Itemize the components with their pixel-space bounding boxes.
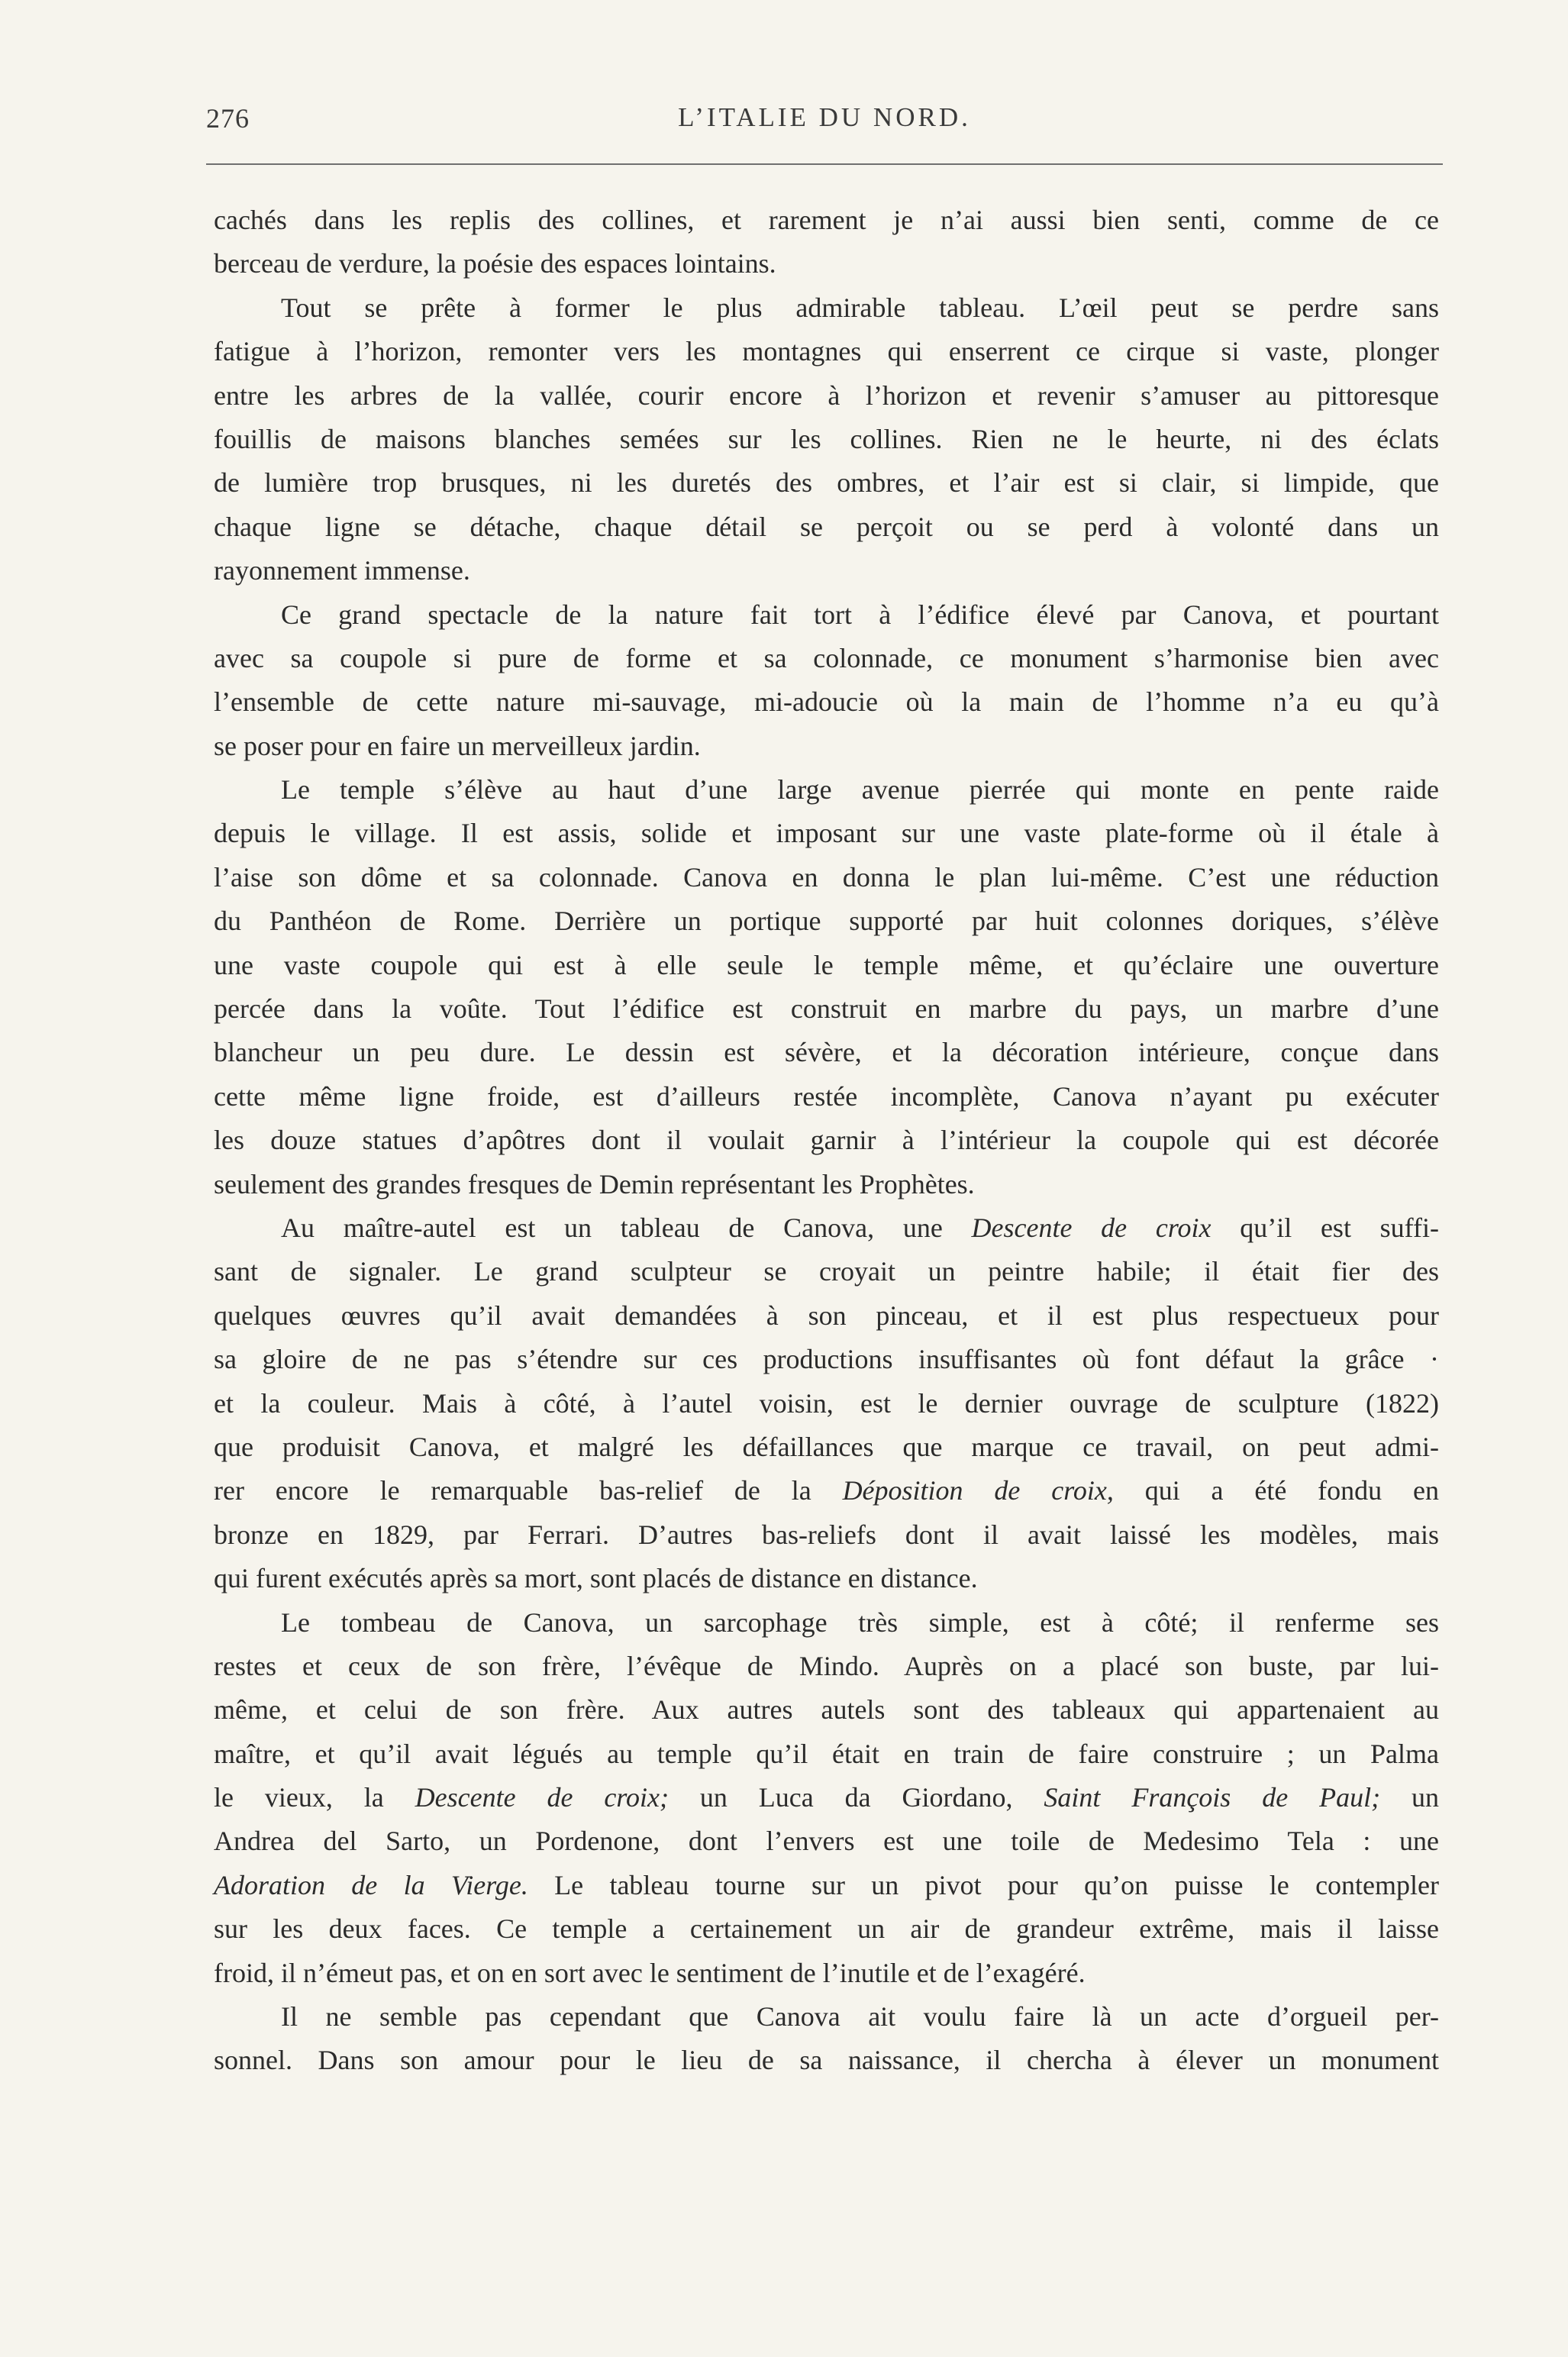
text-line (214, 549, 1439, 592)
italic-title-text: Descente de croix (971, 1212, 1211, 1243)
line-text: Il ne semble pas cependant que Canova ait voulu faire là un acte d’orgueil per- (281, 2001, 1439, 2033)
text-line (214, 944, 1439, 987)
line-text: un (1380, 1782, 1439, 1813)
text-line (214, 1119, 1439, 1162)
line-text: rayonnement immense. (214, 555, 470, 586)
line-text: l’aise son dôme et sa colonnade. Canova en donna le plan lui-même. C’est une réduction (214, 861, 1439, 893)
text-line (214, 1732, 1439, 1776)
line-text: fatigue à l’horizon, remonter vers les montagnes qui enserrent ce cirque si vaste, plonger (214, 336, 1439, 367)
text-line (214, 418, 1439, 461)
line-text: se poser pour en faire un merveilleux jardin. (214, 730, 701, 761)
text-line (214, 199, 1439, 242)
line-text: quelques œuvres qu’il avait demandées à son pinceau, et il est plus respectueux pour (214, 1300, 1439, 1331)
line-text: qu’il est suffi- (1211, 1212, 1439, 1243)
text-line (214, 2039, 1439, 2082)
line-text: blancheur un peu dure. Le dessin est sévère, et la décoration intérieure, conçue dans (214, 1037, 1439, 1068)
text-line (214, 1601, 1439, 1645)
line-text: fouillis de maisons blanches semées sur les collines. Rien ne le heurte, ni des éclats (214, 423, 1439, 454)
text-line (214, 1513, 1439, 1557)
text-line (214, 1338, 1439, 1381)
text-line (214, 1819, 1439, 1863)
line-text: le vieux, la (214, 1782, 415, 1813)
line-text: froid, il n’émeut pas, et on en sort avec le sentiment de l’inutile et de l’exagéré. (214, 1957, 1086, 1988)
text-line (214, 242, 1439, 286)
text-line (214, 1294, 1439, 1338)
line-text: sonnel. Dans son amour pour le lieu de sa naissance, il chercha à élever un monument (214, 2045, 1439, 2076)
italic-title-text: Déposition de croix, (842, 1475, 1114, 1506)
text-line (214, 505, 1439, 549)
line-text: Tout se prête à former le plus admirable tableau. L’œil peut se perdre sans (281, 292, 1439, 323)
line-text: bronze en 1829, par Ferrari. D’autres bas-reliefs dont il avait laissé les modèles, mais (214, 1519, 1439, 1550)
line-text: Au maître-autel est un tableau de Canova, une (281, 1212, 972, 1243)
text-line (214, 680, 1439, 724)
line-text: cachés dans les replis des collines, et rarement je n’ai aussi bien senti, comme de ce (214, 205, 1439, 235)
line-text: Le tombeau de Canova, un sarcophage très simple, est à côté; il renferme ses (281, 1606, 1439, 1638)
line-text: Le temple s’élève au haut d’une large avenue pierrée qui monte en pente raide (281, 774, 1439, 806)
line-text: de lumière trop brusques, ni les duretés des ombres, et l’air est si clair, si limpide, que (214, 467, 1439, 499)
line-text: Andrea del Sarto, un Pordenone, dont l’envers est une toile de Medesimo Tela : une (214, 1826, 1439, 1857)
line-text: l’ensemble de cette nature mi-sauvage, mi-adoucie où la main de l’homme n’a eu qu’à (214, 686, 1439, 718)
line-text: du Panthéon de Rome. Derrière un portique supporté par huit colonnes doriques, s’élève (214, 906, 1439, 937)
line-text: sur les deux faces. Ce temple a certainement un air de grandeur extrême, mais il laisse (214, 1913, 1439, 1945)
text-line (214, 856, 1439, 899)
text-line (214, 330, 1439, 373)
header-rule (206, 163, 1443, 165)
line-text: que produisit Canova, et malgré les défaillances que marque ce travail, on peut admi- (214, 1431, 1439, 1462)
text-line (214, 1250, 1439, 1293)
line-text: berceau de verdure, la poésie des espaces lointains. (214, 248, 776, 279)
text-line (214, 593, 1439, 637)
line-text: un Luca da Giordano, (669, 1782, 1044, 1813)
text-line (214, 899, 1439, 943)
line-text: même, et celui de son frère. Aux autres autels sont des tableaux qui appartenaient au (214, 1694, 1439, 1726)
text-line (214, 725, 1439, 768)
text-line (214, 1864, 1439, 1907)
line-text: chaque ligne se détache, chaque détail se perçoit ou se perd à volonté dans un (214, 511, 1439, 542)
text-line (214, 286, 1439, 330)
line-text: et la couleur. Mais à côté, à l’autel voisin, est le dernier ouvrage de sculpture (1822) (214, 1387, 1439, 1419)
text-line (214, 1163, 1439, 1206)
text-line (214, 812, 1439, 855)
page-header (206, 102, 1443, 148)
line-text: seulement des grandes fresques de Demin représentant les Prophètes. (214, 1168, 975, 1199)
italic-title-text: Adoration de la Vierge. (214, 1869, 528, 1900)
text-line (214, 1206, 1439, 1250)
line-text: Ce grand spectacle de la nature fait tort à l’édifice élevé par Canova, et pourtant (281, 599, 1439, 630)
body-text (214, 199, 1439, 2083)
page-number: 276 (206, 103, 250, 134)
running-title: L’ITALIE DU NORD. (678, 102, 971, 132)
text-line (214, 1075, 1439, 1119)
text-line (214, 1382, 1439, 1426)
text-line (214, 1995, 1439, 2039)
line-text: une vaste coupole qui est à elle seule le temple même, et qu’éclaire une ouverture (214, 949, 1439, 980)
text-line (214, 1557, 1439, 1600)
line-text: qui furent exécutés après sa mort, sont placés de distance en distance. (214, 1563, 978, 1594)
text-line (214, 768, 1439, 812)
text-line (214, 1645, 1439, 1688)
text-line (214, 1469, 1439, 1513)
text-line (214, 1907, 1439, 1951)
italic-title-text: Descente de croix; (415, 1782, 669, 1813)
line-text: depuis le village. Il est assis, solide et imposant sur une vaste plate-forme où il étale à (214, 818, 1439, 849)
line-text: restes et ceux de son frère, l’évêque de Mindo. Auprès on a placé son buste, par lui- (214, 1650, 1439, 1681)
line-text: entre les arbres de la vallée, courir encore à l’horizon et revenir s’amuser au pittoresque (214, 379, 1439, 411)
text-line (214, 461, 1439, 505)
text-line (214, 1776, 1439, 1819)
line-text: percée dans la voûte. Tout l’édifice est construit en marbre du pays, un marbre d’une (214, 993, 1439, 1025)
line-text: les douze statues d’apôtres dont il voulait garnir à l’intérieur la coupole qui est décorée (214, 1125, 1439, 1156)
line-text: sa gloire de ne pas s’étendre sur ces productions insuffisantes où font défaut la grâce · (214, 1344, 1439, 1375)
line-text: avec sa coupole si pure de forme et sa colonnade, ce monument s’harmonise bien avec (214, 642, 1439, 673)
text-line (214, 1952, 1439, 1995)
line-text: qui a été fondu en (1113, 1475, 1439, 1506)
text-line (214, 1688, 1439, 1732)
text-line (214, 1426, 1439, 1469)
line-text: Le tableau tourne sur un pivot pour qu’on puisse le contempler (528, 1869, 1440, 1900)
line-text: cette même ligne froide, est d’ailleurs restée incomplète, Canova n’ayant pu exécuter (214, 1080, 1439, 1112)
line-text: maître, et qu’il avait légués au temple qu’il était en train de faire construire ; un Palma (214, 1738, 1439, 1769)
italic-title-text: Saint François de Paul; (1044, 1782, 1381, 1813)
text-line (214, 374, 1439, 418)
line-text: rer encore le remarquable bas-relief de la (214, 1475, 843, 1506)
line-text: sant de signaler. Le grand sculpteur se croyait un peintre habile; il était fier des (214, 1256, 1439, 1287)
text-line (214, 1031, 1439, 1074)
text-line (214, 987, 1439, 1031)
text-line (214, 637, 1439, 680)
